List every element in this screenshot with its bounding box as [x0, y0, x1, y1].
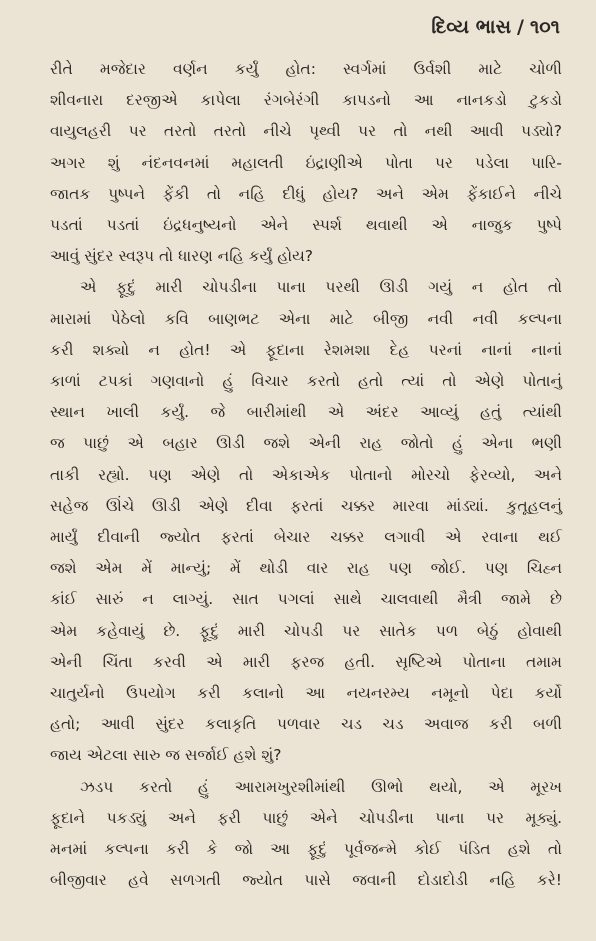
text-line: સ્થાન ખાલી કર્યું. જે બારીમાંથી એ અંદર આવ્યું હતું ત્યાંથી	[50, 403, 562, 422]
paragraph-3	[50, 772, 562, 897]
paragraph-2	[50, 272, 562, 771]
text-line: કરી શક્યો ન હોત! એ ફૂદાના રેશમશા દેહ પરનાં નાનાં નાનાં	[50, 340, 562, 359]
paragraph-1	[50, 54, 562, 272]
body-text	[50, 54, 562, 896]
text-line: સહેજ ઊંચે ઊડી એણે દીવા ફરતાં ચક્કર મારવા માંડ્યાં. કુતૂહલનું	[50, 496, 562, 515]
text-line: જાતક પુષ્પને ફેંકી તો નહિ દીધું હોય? અને એમ ફેંકાઈને નીચે	[50, 184, 562, 203]
text-line: હતો; આવી સુંદર કલાકૃતિ પળવાર ચડ ચડ અવાજ કરી બળી	[50, 715, 562, 734]
text-line: બીજીવાર હવે સળગતી જ્યોત પાસે જવાની દોડાદોડી નહિ કરે!	[50, 871, 562, 890]
text-line: ફૂદાને પકડ્યું અને ફરી પાછું એને ચોપડીના પાના પર મૂક્યું.	[50, 808, 562, 827]
text-line: શીવનારા દરજીએ કાપેલા રંગબેરંગી કાપડનો આ નાનકડો ટુકડો	[50, 91, 562, 110]
text-line: એની ચિંતા કરવી એ મારી ફરજ હતી. સૃષ્ટિએ પોતાના તમામ	[50, 652, 562, 671]
text-line: તાકી રહ્યો. પણ એણે તો એકાએક પોતાનો મોરચો ફેરવ્યો, અને	[50, 465, 562, 484]
running-header	[50, 14, 562, 40]
text-line: મારામાં પેઠેલો કવિ બાણભટ એના માટે બીજી નવી નવી કલ્પના	[50, 309, 562, 328]
text-line: જ પાછું એ બહાર ઊડી જશે એની રાહ જોતો હું એના ભણી	[50, 434, 562, 453]
text-line: આવું સુંદર સ્વરૂપ તો ધારણ નહિ કર્યું હોય?	[50, 247, 314, 266]
text-line: જાય એટલા સારુ જ સર્જાઈ હશે શું?	[50, 746, 282, 765]
text-line: અગર શું નંદનવનમાં મહાલતી ઇંદ્રાણીએ પોતા પર પડેલા પારિ-	[50, 153, 562, 172]
text-line: વાયુલહરી પર તરતો તરતો નીચે પૃથ્વી પર તો નથી આવી પડ્યો?	[50, 122, 562, 141]
text-line: કાંઈ સારું ન લાગ્યું. સાત પગલાં સાથે ચાલવાથી મૈત્રી જામે છે	[50, 590, 562, 609]
text-line: પડતાં પડતાં ઇંદ્રધનુષ્યનો એને સ્પર્શ થવાથી એ નાજુક પુષ્પે	[50, 216, 562, 235]
text-line: એમ કહેવાયું છે. ફૂદું મારી ચોપડી પર સાતેક પળ બેઠું હોવાથી	[50, 621, 562, 640]
page-number: ૧૦૧	[529, 16, 560, 38]
text-line: મનમાં કલ્પના કરી કે જો આ ફૂદું પૂર્વજન્મે કોઈ પંડિત હશે તો	[50, 840, 562, 859]
chapter-title: દિવ્ય ભાસ	[431, 16, 511, 38]
text-line: માર્યું દીવાની જ્યોત ફરતાં બેચાર ચક્કર લગાવી એ રવાના થઈ	[50, 528, 562, 547]
text-line: કાળાં ટપકાં ગણવાનો હું વિચાર કરતો હતો ત્યાં તો એણે પોતાનું	[50, 372, 562, 391]
text-line: જશે એમ મેં માન્યું; મેં થોડી વાર રાહ પણ જોઈ. પણ ચિહ્ન	[50, 559, 562, 578]
text-line: ઝડપ કરતો હું આરામખુરશીમાંથી ઊભો થયો, એ મૂરખ	[80, 777, 562, 796]
header-separator: /	[516, 16, 524, 38]
text-line: એ ફૂદું મારી ચોપડીના પાના પરથી ઊડી ગયું ન હોત તો	[80, 278, 562, 297]
text-line: ચાતુર્યનો ઉપયોગ કરી કલાનો આ નયનરમ્ય નમૂનો પેદા કર્યો	[50, 684, 562, 703]
text-line: રીતે મજેદાર વર્ણન કર્યું હોત: સ્વર્ગમાં ઉર્વશી માટે ચોળી	[50, 60, 562, 78]
